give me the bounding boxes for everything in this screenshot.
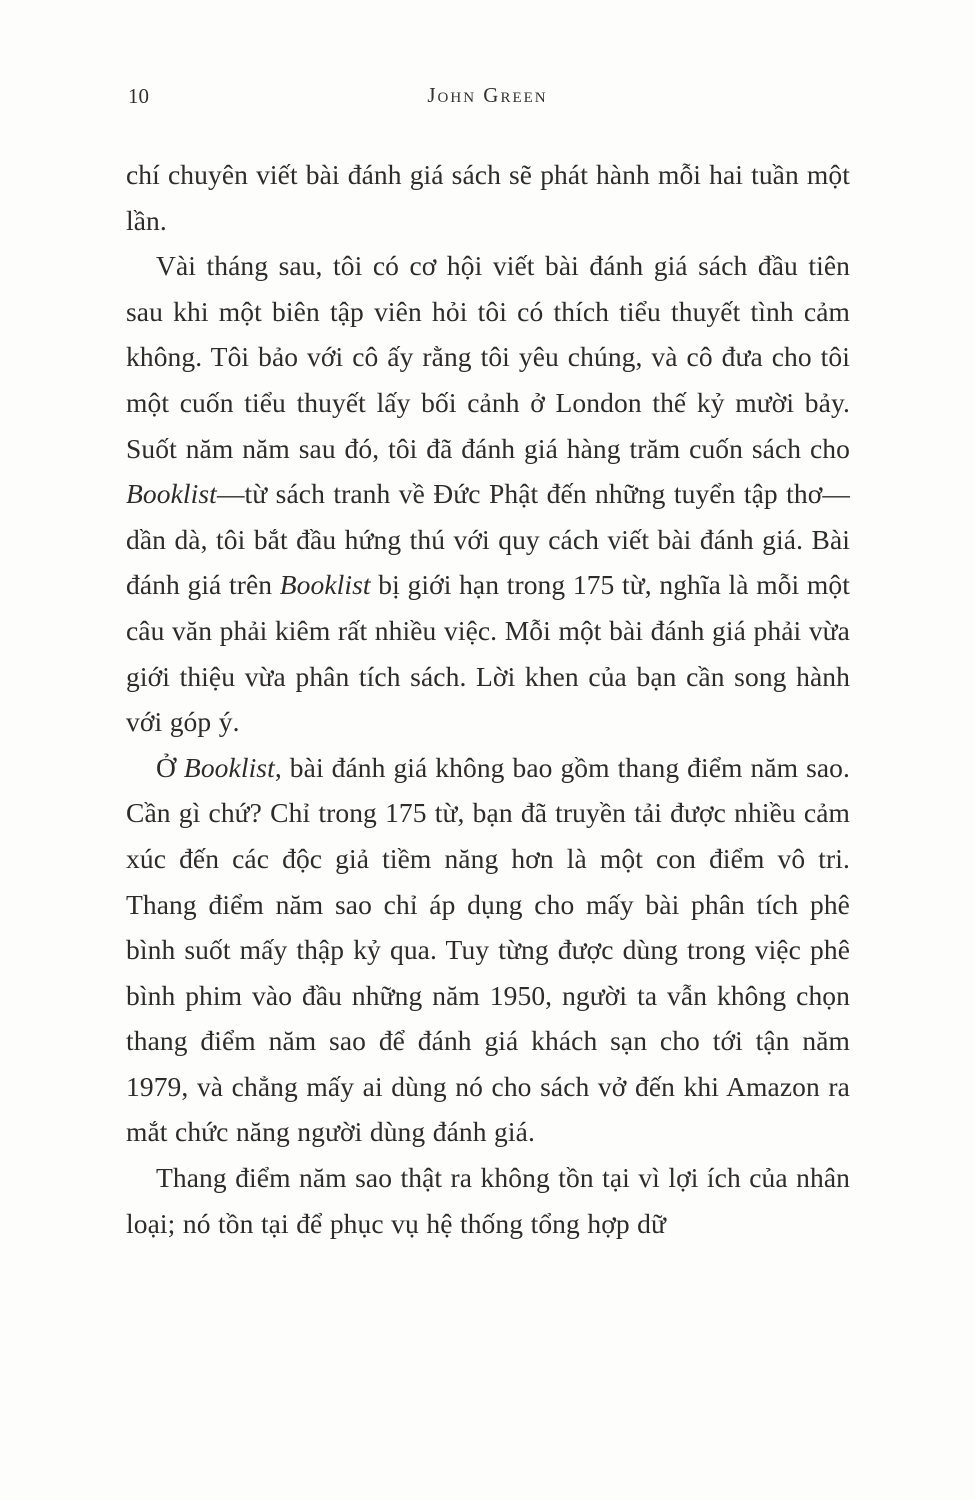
book-title-italic: Booklist bbox=[279, 569, 371, 601]
text-run: , bài đánh giá không bao gồm thang điểm năm sao. Cần gì chứ? Chỉ trong 175 từ, bạn đã truyền tải được nhiều cảm xúc đến các độc giả tiềm năng hơn là một con điểm vô tri. Thang điểm năm sao chỉ áp dụng cho mấy bài phân tích phê bình suốt mấy thập kỷ qua. Tuy từng được dùng trong việc phê bình phim vào đầu những năm 1950, người ta vẫn không chọn thang điểm năm sao để đánh giá khách sạn cho tới tận năm 1979, và chẳng mấy ai dùng nó cho sách vở đến khi Amazon ra mắt chức năng người dùng đánh giá. bbox=[126, 751, 850, 1148]
paragraph-five-star-scale bbox=[126, 745, 850, 1155]
book-title-italic: Booklist bbox=[183, 751, 275, 783]
text-run: chí chuyên viết bài đánh giá sách sẽ phát hành mỗi hai tuần một lần. bbox=[126, 159, 850, 236]
text-run: bị giới hạn trong 175 từ, nghĩa là mỗi một câu văn phải kiêm rất nhiều việc. Mỗi một bài đánh giá phải vừa giới thiệu vừa phân tích sách. Lời khen của bạn cần song hành với góp ý. bbox=[126, 569, 850, 738]
paragraph-booklist-reviews bbox=[126, 243, 850, 745]
book-title-italic: Booklist bbox=[126, 478, 217, 510]
text-run: Thang điểm năm sao thật ra không tồn tại vì lợi ích của nhân loại; nó tồn tại để phục vụ hệ thống tổng hợp dữ bbox=[126, 1162, 850, 1239]
page-number: 10 bbox=[128, 84, 149, 108]
paragraph-data-aggregation bbox=[126, 1155, 850, 1246]
running-header: John Green bbox=[427, 83, 548, 107]
text-run: —từ sách tranh về Đức Phật đến những tuyển tập thơ—dần dà, tôi bắt đầu hứng thú với quy cách viết bài đánh giá. Bài đánh giá trên bbox=[126, 478, 850, 601]
text-run: Ở bbox=[156, 751, 184, 783]
page-body bbox=[126, 152, 850, 1246]
text-run: Vài tháng sau, tôi có cơ hội viết bài đánh giá sách đầu tiên sau khi một biên tập viên hỏi tôi có thích tiểu thuyết tình cảm không. Tôi bảo với cô ấy rằng tôi yêu chúng, và cô đưa cho tôi một cuốn tiểu thuyết lấy bối cảnh ở London thế kỷ mười bảy. Suốt năm năm sau đó, tôi đã đánh giá hàng trăm cuốn sách cho bbox=[126, 250, 850, 464]
paragraph-continuation bbox=[126, 152, 850, 243]
